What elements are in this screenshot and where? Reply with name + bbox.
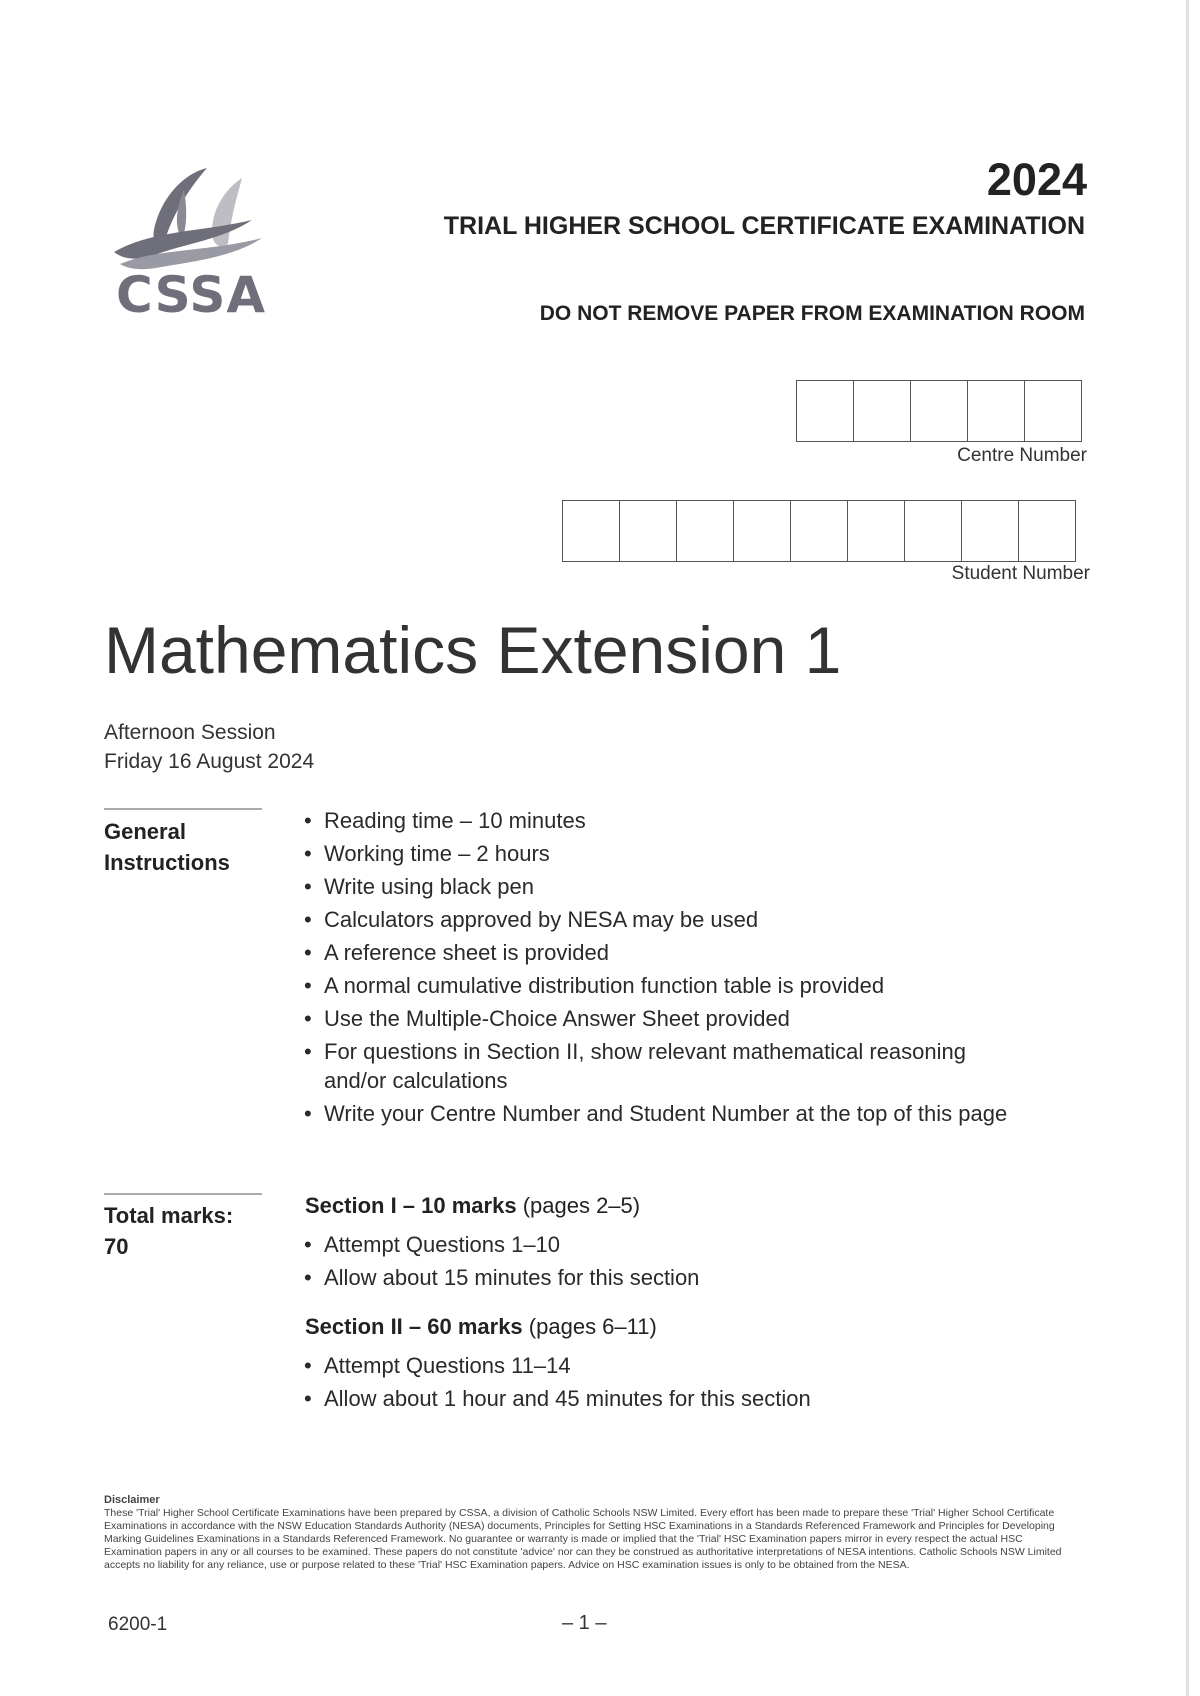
student-number-boxes[interactable] (562, 500, 1076, 562)
paper-code: 6200-1 (108, 1614, 168, 1635)
section-1-list (300, 1230, 1020, 1296)
section-2-list (300, 1351, 1020, 1417)
centre-number-label: Centre Number (957, 445, 1087, 466)
student-number-box[interactable] (1019, 501, 1075, 561)
student-number-box[interactable] (734, 501, 791, 561)
general-instructions-heading (104, 816, 230, 878)
page-number: – 1 – (562, 1612, 607, 1634)
divider (104, 1193, 262, 1195)
cssa-leaf-logo-icon (112, 160, 272, 270)
divider (104, 808, 262, 810)
disclaimer-text: These 'Trial' Higher School Certificate Examinations have been prepared by CSSA, a division of Catholic Schools NSW Limited. Every effort has been made to prepare these 'Trial' Higher School Certificate Examinations in accordance with the NSW Education Standards Authority (NESA) documents, Principles for Setting HSC Examinations in a Standards Referenced Framework and Principles for Developing Marking Guidelines Examinations in a Standards Referenced Framework. No guarantee or warranty is made or implied that the 'Trial' HSC Examination papers mirror in every respect the actual HSC Examination papers in any or all courses to be examined. These papers do not constitute 'advice' nor can they be construed as authoritative interpretations of NESA intentions. Catholic Schools NSW Limited accepts no liability for any reliance, use or purpose related to these 'Trial' HSC Examination papers. Advice on HSC examination issues is only to be obtained from the NESA. (104, 1507, 1062, 1571)
session-time: Afternoon Session (104, 721, 276, 744)
general-instructions-list (300, 806, 1020, 1132)
list-item: • Allow about 1 hour and 45 minutes for this section (300, 1384, 1020, 1413)
exam-year: 2024 (986, 154, 1087, 205)
disclaimer-title: Disclaimer (104, 1494, 160, 1506)
subject-title: Mathematics Extension 1 (104, 613, 842, 687)
student-number-box[interactable] (848, 501, 905, 561)
session-date: Friday 16 August 2024 (104, 750, 315, 773)
student-number-box[interactable] (620, 501, 677, 561)
student-number-box[interactable] (962, 501, 1019, 561)
centre-number-box[interactable] (854, 381, 911, 441)
total-marks-heading: Total marks: (104, 1203, 234, 1228)
centre-number-boxes[interactable] (796, 380, 1082, 442)
session-info (104, 718, 314, 776)
section-1-heading (305, 1193, 640, 1219)
student-number-box[interactable] (905, 501, 962, 561)
centre-number-box[interactable] (1025, 381, 1081, 441)
section-pages: (pages 6–11) (528, 1314, 657, 1339)
centre-number-box[interactable] (968, 381, 1025, 441)
total-marks (104, 1200, 233, 1262)
exam-title: TRIAL HIGHER SCHOOL CERTIFICATE EXAMINATION (443, 212, 1085, 240)
heading-line: Instructions (104, 850, 230, 875)
do-not-remove-notice: DO NOT REMOVE PAPER FROM EXAMINATION ROOM (539, 302, 1085, 325)
student-number-box[interactable] (563, 501, 620, 561)
section-pages: (pages 2–5) (522, 1193, 641, 1218)
section-title: Section I – 10 marks (305, 1193, 517, 1218)
list-item: • Calculators approved by NESA may be used (300, 905, 1020, 934)
list-item: • For questions in Section II, show relevant mathematical reasoning and/or calculations (300, 1037, 1020, 1095)
centre-number-box[interactable] (911, 381, 968, 441)
list-item: • Working time – 2 hours (300, 839, 1020, 868)
scan-edge-line (1186, 0, 1189, 1696)
list-item: • Allow about 15 minutes for this section (300, 1263, 1020, 1292)
cssa-logo (112, 160, 272, 330)
student-number-box[interactable] (677, 501, 734, 561)
section-title: Section II – 60 marks (305, 1314, 523, 1339)
list-item: • Write your Centre Number and Student Number at the top of this page (300, 1099, 1020, 1128)
centre-number-box[interactable] (797, 381, 854, 441)
logo-text: CSSA (116, 266, 267, 324)
total-marks-value: 70 (104, 1234, 129, 1259)
list-item: • A reference sheet is provided (300, 938, 1020, 967)
student-number-label: Student Number (951, 563, 1090, 584)
list-item: • Use the Multiple-Choice Answer Sheet provided (300, 1004, 1020, 1033)
list-item: • Reading time – 10 minutes (300, 806, 1020, 835)
list-item: • Write using black pen (300, 872, 1020, 901)
list-item: • A normal cumulative distribution function table is provided (300, 971, 1020, 1000)
heading-line: General (104, 819, 186, 844)
disclaimer (104, 1494, 1064, 1572)
student-number-box[interactable] (791, 501, 848, 561)
list-item: • Attempt Questions 1–10 (300, 1230, 1020, 1259)
list-item: • Attempt Questions 11–14 (300, 1351, 1020, 1380)
section-2-heading (305, 1314, 657, 1340)
